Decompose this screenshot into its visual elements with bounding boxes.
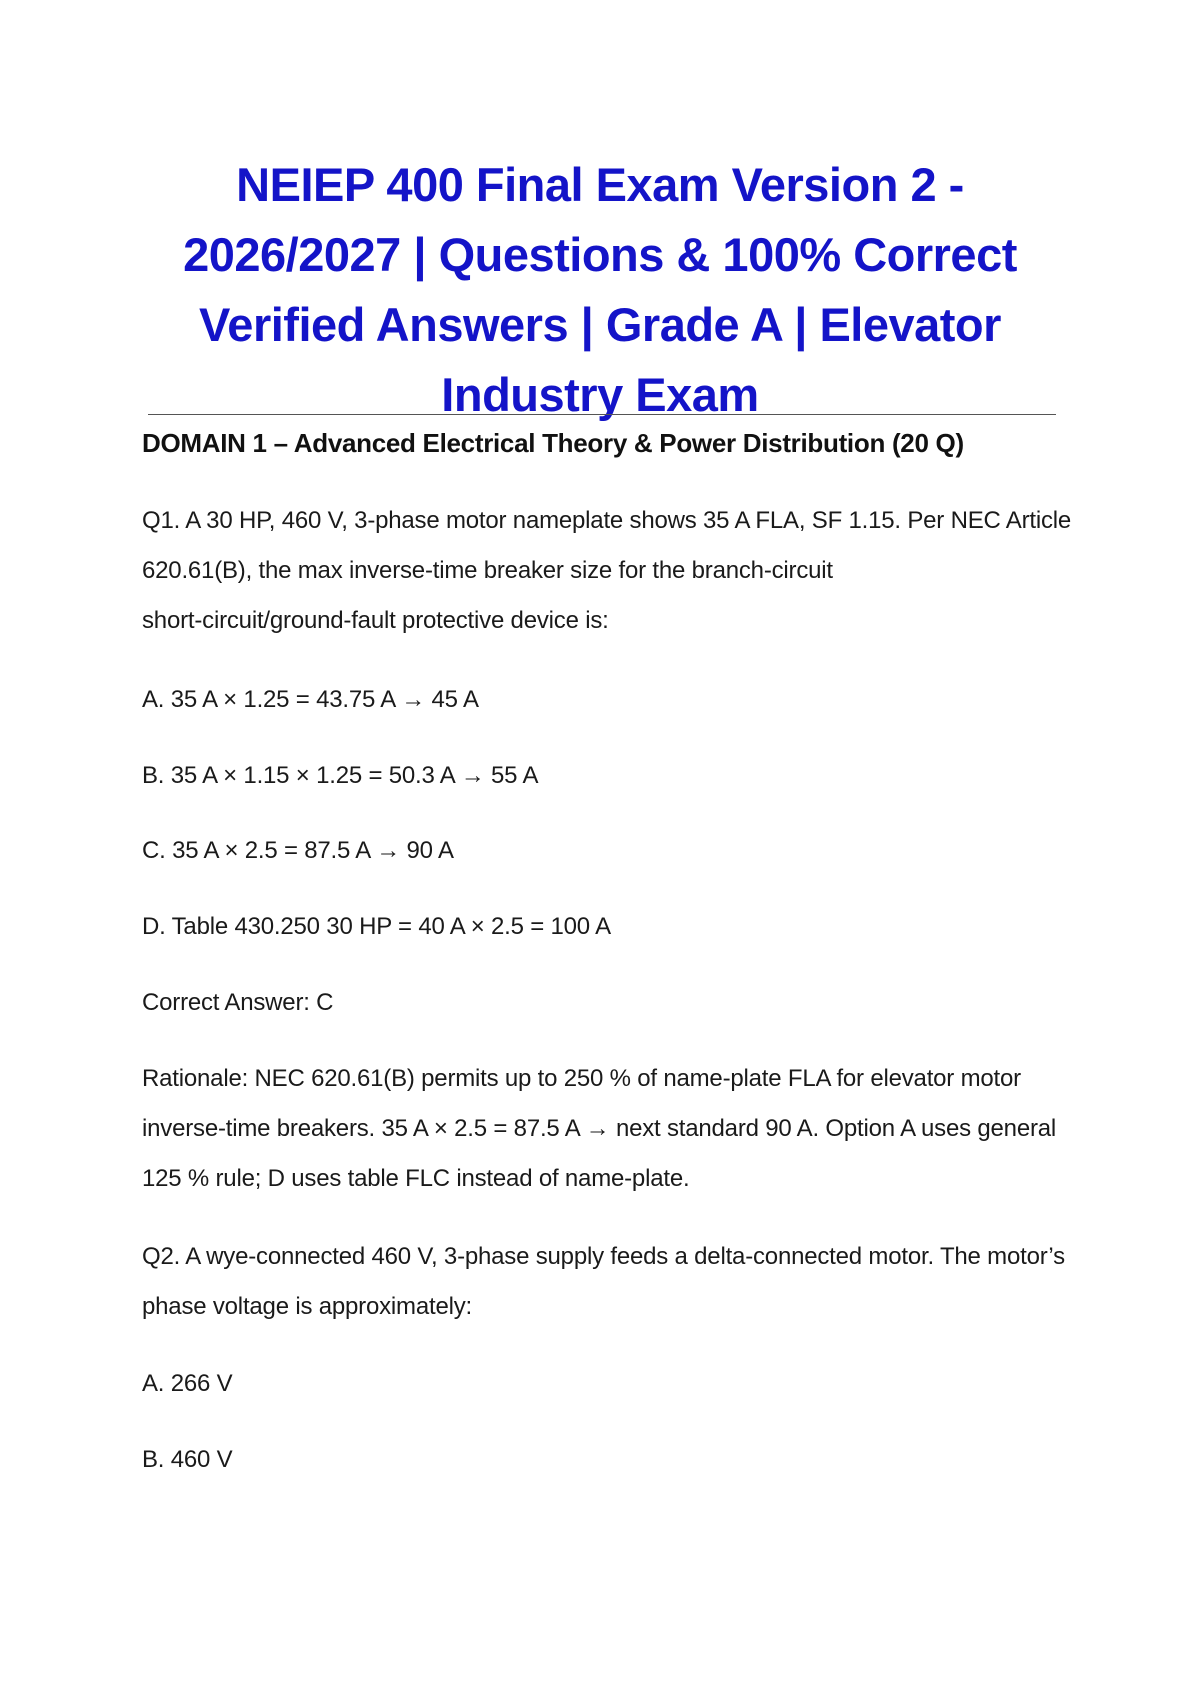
question-1-rationale-line: 125 % rule; D uses table FLC instead of name-plate. <box>142 1165 690 1192</box>
question-2-stem-line: Q2. A wye-connected 460 V, 3-phase supply feeds a delta-connected motor. The motor’s <box>142 1243 1065 1270</box>
question-1-stem-line: Q1. A 30 HP, 460 V, 3-phase motor nameplate shows 35 A FLA, SF 1.15. Per NEC Article <box>142 507 1072 534</box>
domain-heading: DOMAIN 1 – Advanced Electrical Theory & Power Distribution (20 Q) <box>142 428 964 458</box>
document-title: NEIEP 400 Final Exam Version 2 - 2026/2027 | Questions & 100% Correct Verified Answers | Grade A | Elevator Industry Exam <box>183 158 1017 421</box>
question-2-stem-line: phase voltage is approximately: <box>142 1293 472 1320</box>
question-2-option-b: B. 460 V <box>142 1446 233 1473</box>
question-1-rationale <box>142 1054 1062 1204</box>
question-1-option-d: D. Table 430.250 30 HP = 40 A × 2.5 = 100 A <box>142 913 611 940</box>
question-1-correct-answer: Correct Answer: C <box>142 989 334 1016</box>
question-1-stem-line: short-circuit/ground-fault protective device is: <box>142 607 609 634</box>
question-1-option-b: B. 35 A × 1.15 × 1.25 = 50.3 A → 55 A <box>142 762 539 789</box>
question-2-option-a: A. 266 V <box>142 1370 233 1397</box>
question-1-rationale-line: Rationale: NEC 620.61(B) permits up to 250 % of name-plate FLA for elevator motor <box>142 1065 1021 1092</box>
question-1-option-a: A. 35 A × 1.25 = 43.75 A → 45 A <box>142 686 479 713</box>
title-divider <box>148 414 1056 415</box>
question-2-stem <box>142 1232 1065 1332</box>
question-1-stem <box>142 496 1072 646</box>
question-1-rationale-line: inverse-time breakers. 35 A × 2.5 = 87.5 A → next standard 90 A. Option A uses general <box>142 1115 1057 1142</box>
question-1-stem-line: 620.61(B), the max inverse-time breaker size for the branch-circuit <box>142 557 833 584</box>
question-1-option-c: C. 35 A × 2.5 = 87.5 A → 90 A <box>142 837 454 864</box>
